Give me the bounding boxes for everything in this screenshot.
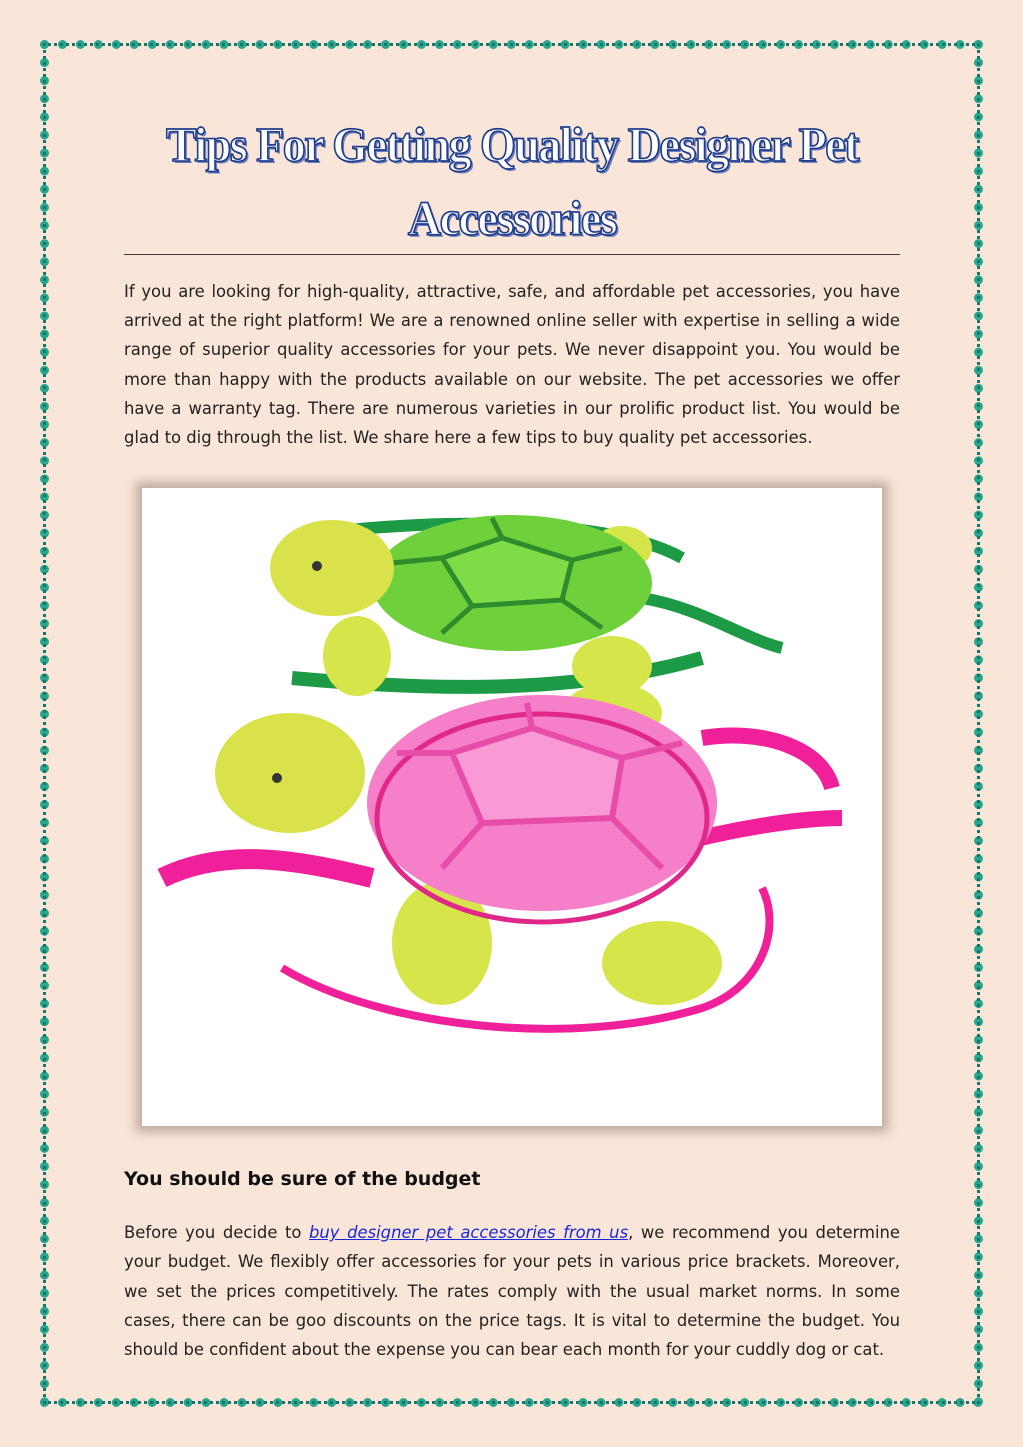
budget-paragraph <box>124 1218 900 1364</box>
document-body <box>124 112 900 1364</box>
intro-paragraph: If you are looking for high-quality, attractive, safe, and affordable pet accessories, you have arrived at the right platform! We are a renowned online seller with expertise in selling a wide range of superior quality accessories for your pets. We never disappoint you. You would be more than happy with the products available on our website. The pet accessories we offer have a warranty tag. There are numerous varieties in our prolific product list. You would be glad to dig through the list. We share here a few tips to buy quality pet accessories. <box>124 282 900 448</box>
section-heading: You should be sure of the budget <box>124 1168 481 1191</box>
page-title: Tips For Getting Quality Designer Pet Accessories <box>166 117 858 245</box>
budget-text-after-link: , we recommend you determine your budget. We flexibly offer accessories for your pets in various price brackets. Moreover, we set the prices competitively. The rates comply with the usual market norms. In some cases, there can be goo discounts on the price tags. It is vital to determine the budget. You should be confident about the expense you can bear each month for your cuddly dog or cat. <box>124 1223 900 1360</box>
budget-text-before-link: Before you decide to <box>124 1223 310 1243</box>
turtle-backpacks-illustration <box>142 488 882 1126</box>
product-image <box>142 488 882 1126</box>
buy-accessories-link[interactable]: buy designer pet accessories from us <box>309 1223 629 1243</box>
